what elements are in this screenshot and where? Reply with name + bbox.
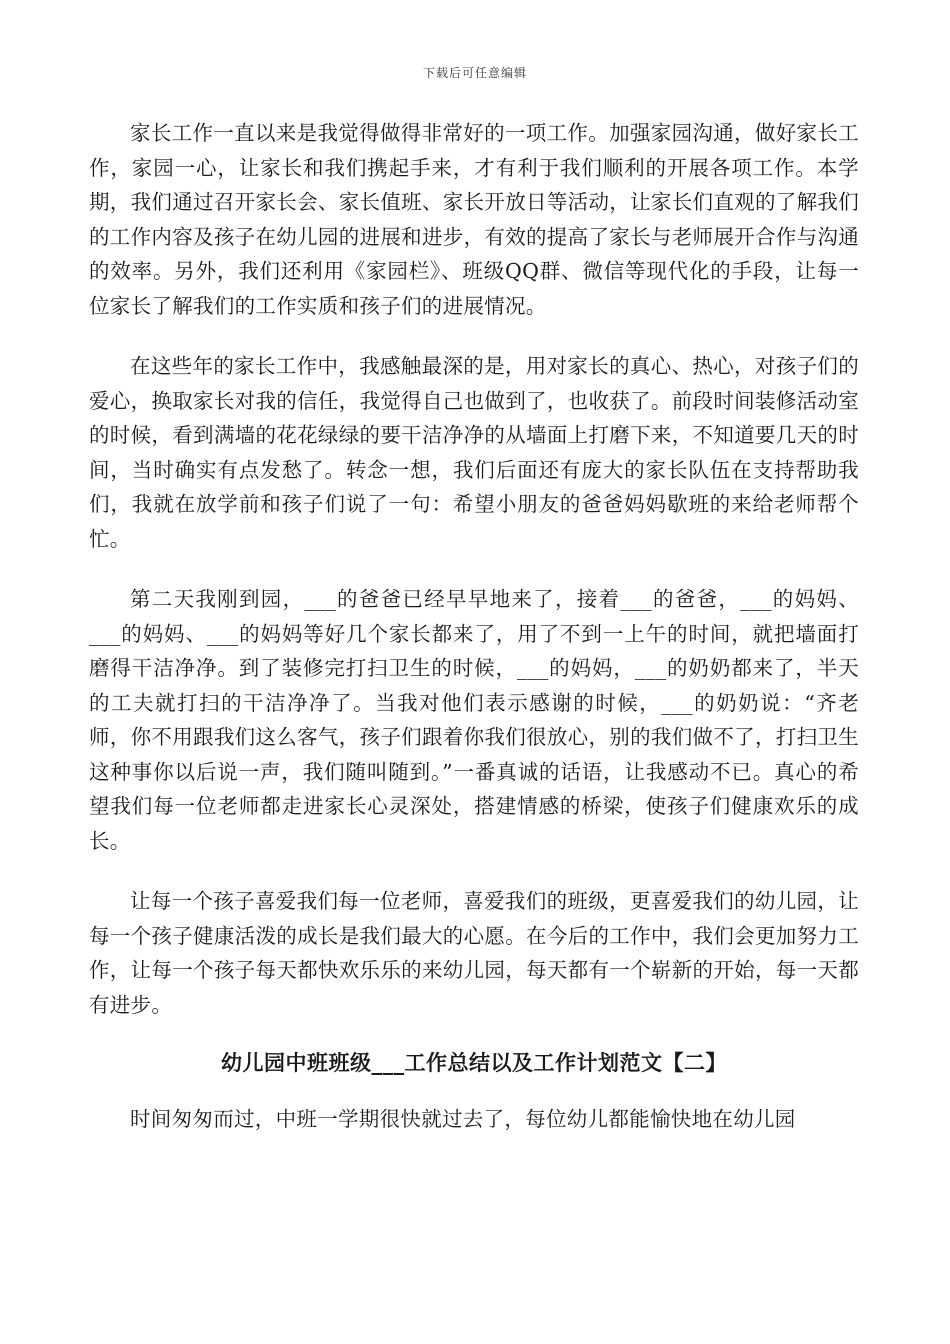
paragraph-section-two-intro: 时间匆匆而过，中班一学期很快就过去了，每位幼儿都能愉快地在幼儿园 (130, 1107, 796, 1131)
paragraph-parents-help: 第二天我刚到园，___的爸爸已经早早地来了，接着___的爸爸，___的妈妈、___的妈妈、___的妈妈等好几个家长都来了，用了不到一上午的时间，就把墙面打磨得干洁净净。到了装修完打扫卫生的时候，___的妈妈，___的奶奶都来了，半天的工夫就打扫的干洁净净了。当我对他们表示感谢的时候，___的奶奶说：“齐老师，你不用跟我们这么客气，孩子们跟着你我们很放心，别的我们做不了，打扫卫生这种事你以后说一声，我们随叫随到。”一番真诚的话语，让我感动不已。真心的希望我们每一位老师都走进家长心灵深处，搭建情感的桥梁，使孩子们健康欢乐的成长。 (89, 587, 859, 853)
paragraph-trust: 在这些年的家长工作中，我感触最深的是，用对家长的真心、热心，对孩子们的爱心，换取家长对我的信任，我觉得自己也做到了，也收获了。前段时间装修活动室的时候，看到满墙的花花绿绿的要干洁净净的从墙面上打磨下来，不知道要几天的时间，当时确实有点发愁了。转念一想，我们后面还有庞大的家长队伍在支持帮助我们，我就在放学前和孩子们说了一句：希望小朋友的爸爸妈妈歇班的来给老师帮个忙。 (89, 354, 859, 551)
paragraph-wish: 让每一个孩子喜爱我们每一位老师，喜爱我们的班级，更喜爱我们的幼儿园，让每一个孩子健康活泼的成长是我们最大的心愿。在今后的工作中，我们会更加努力工作，让每一个孩子每天都快欢乐乐的来幼儿园，每天都有一个崭新的开始，每一天都有进步。 (89, 889, 859, 1017)
document-body (89, 116, 859, 1137)
paragraph-parent-work: 家长工作一直以来是我觉得做得非常好的一项工作。加强家园沟通，做好家长工作，家园一心，让家长和我们携起手来，才有利于我们顺利的开展各项工作。本学期，我们通过召开家长会、家长值班、家长开放日等活动，让家长们直观的了解我们的工作内容及孩子在幼儿园的进展和进步，有效的提高了家长与老师展开合作与沟通的效率。另外，我们还利用《家园栏》、班级QQ群、微信等现代化的手段，让每一位家长了解我们的工作实质和孩子们的进展情况。 (89, 121, 859, 318)
section-title: 幼儿园中班班级___工作总结以及工作计划范文【二】 (221, 1050, 727, 1075)
header-note: 下载后可任意编辑 (422, 66, 527, 80)
